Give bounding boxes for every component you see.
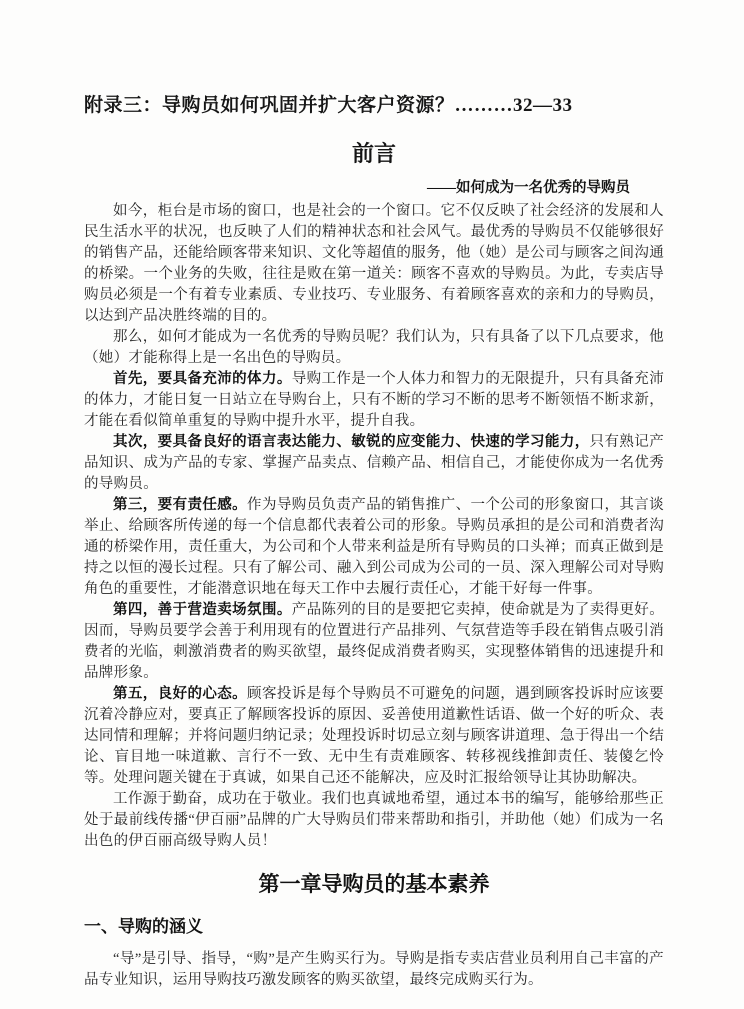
paragraph-lead: 其次，要具备良好的语言表达能力、敏锐的应变能力、快速的学习能力， — [113, 434, 590, 450]
preface-paragraph — [84, 369, 664, 432]
paragraph-text: 如今，柜台是市场的窗口，也是社会的一个窗口。它不仅反映了社会经济的发展和人民生活水平的状况，也反映了人们的精神状态和社会风气。最优秀的导购员不仅能够很好的销售产品，还能给顾客带来知识、文化等超值的服务，他（她）是公司与顾客之间沟通的桥梁。一个业务的失败，往往是败在第一道关：顾客不喜欢的导购员。为此，专卖店导购员必须是一个有着专业素质、专业技巧、专业服务、有着顾客喜欢的亲和力的导购员，以达到产品决胜终端的目的。 — [84, 203, 664, 324]
paragraph-lead: 第五，良好的心态。 — [113, 686, 248, 702]
paragraph-text: 只有熟记产品知识、成为产品的专家、掌握产品卖点、信赖产品、相信自己，才能使你成为一名优秀的导购员。 — [84, 434, 665, 492]
preface-paragraph — [84, 327, 664, 369]
section-title: 一、导购的涵义 — [84, 917, 203, 936]
paragraph-text: 产品陈列的目的是要把它卖掉，使命就是为了卖得更好。因而，导购员要学会善于利用现有的位置进行产品排列、气氛营造等手段在销售点吸引消费者的光临，刺激消费者的购买欲望，最终促成消费者购买，实现整体销售的迅速提升和品牌形象。 — [84, 602, 664, 681]
preface-paragraph — [84, 432, 664, 495]
preface-paragraph — [84, 201, 664, 327]
paragraph-text: 导购工作是一个人体力和智力的无限提升，只有具备充沛的体力，才能日复一日站立在导购台上，只有不断的学习不断的思考不断领悟不断求新，才能在看似简单重复的导购中提升水平，提升自我。 — [84, 371, 664, 429]
paragraph-text: 工作源于勤奋，成功在于敬业。我们也真诚地希望，通过本书的编写，能够给那些正处于最前线传播“伊百丽”品牌的广大导购员们带来帮助和指引，并助他（她）们成为一名出色的伊百丽高级导购人员！ — [84, 791, 664, 849]
paragraph-lead: 第三，要有责任感。 — [113, 497, 248, 513]
paragraph-text: 那么，如何才能成为一名优秀的导购员呢？我们认为，只有具备了以下几点要求，他（她）才能称得上是一名出色的导购员。 — [84, 329, 664, 366]
paragraph-lead: 首先，要具备充沛的体力。 — [113, 371, 292, 387]
paragraph-text: 作为导购员负责产品的销售推广、一个公司的形象窗口，其言谈举止、给顾客所传递的每一个信息都代表着公司的形象。导购员承担的是公司和消费者沟通的桥梁作用，责任重大，为公司和个人带来利益是所有导购员的口头禅；而真正做到是持之以恒的漫长过程。只有了解公司、融入到公司成为公司的一员、深入理解公司对导购角色的重要性，才能潜意识地在每天工作中去履行责任心，才能干好每一件事。 — [84, 497, 664, 597]
preface-paragraph — [84, 495, 664, 600]
chapter-title: 第一章导购员的基本素养 — [258, 872, 490, 896]
preface-subtitle: ——如何成为一名优秀的导购员 — [427, 180, 630, 196]
preface-paragraph — [84, 600, 664, 684]
preface-paragraph — [84, 684, 664, 789]
paragraph-text: 顾客投诉是每个导购员不可避免的问题，遇到顾客投诉时应该要沉着冷静应对，要真正了解顾客投诉的原因、妥善使用道歉性话语、做一个好的听众、表达同情和理解；并将问题归纳记录；处理投诉时切忌立刻与顾客讲道理、急于得出一个结论、盲目地一味道歉、言行不一致、无中生有责难顾客、转移视线推卸责任、装傻乞怜等。处理问题关键在于真诚，如果自己还不能解决，应及时汇报给领导让其协助解决。 — [84, 686, 664, 786]
preface-paragraph — [84, 789, 664, 852]
paragraph-lead: 第四，善于营造卖场氛围。 — [113, 602, 292, 618]
preface-title: 前言 — [351, 141, 396, 166]
toc-entry: 附录三：导购员如何巩固并扩大客户资源？………32—33 — [84, 95, 573, 116]
section-paragraph: “导”是引导、指导，“购”是产生购买行为。导购是指专卖店营业员利用自己丰富的产品专业知识，运用导购技巧激发顾客的购买欲望，最终完成购买行为。 — [84, 951, 664, 988]
